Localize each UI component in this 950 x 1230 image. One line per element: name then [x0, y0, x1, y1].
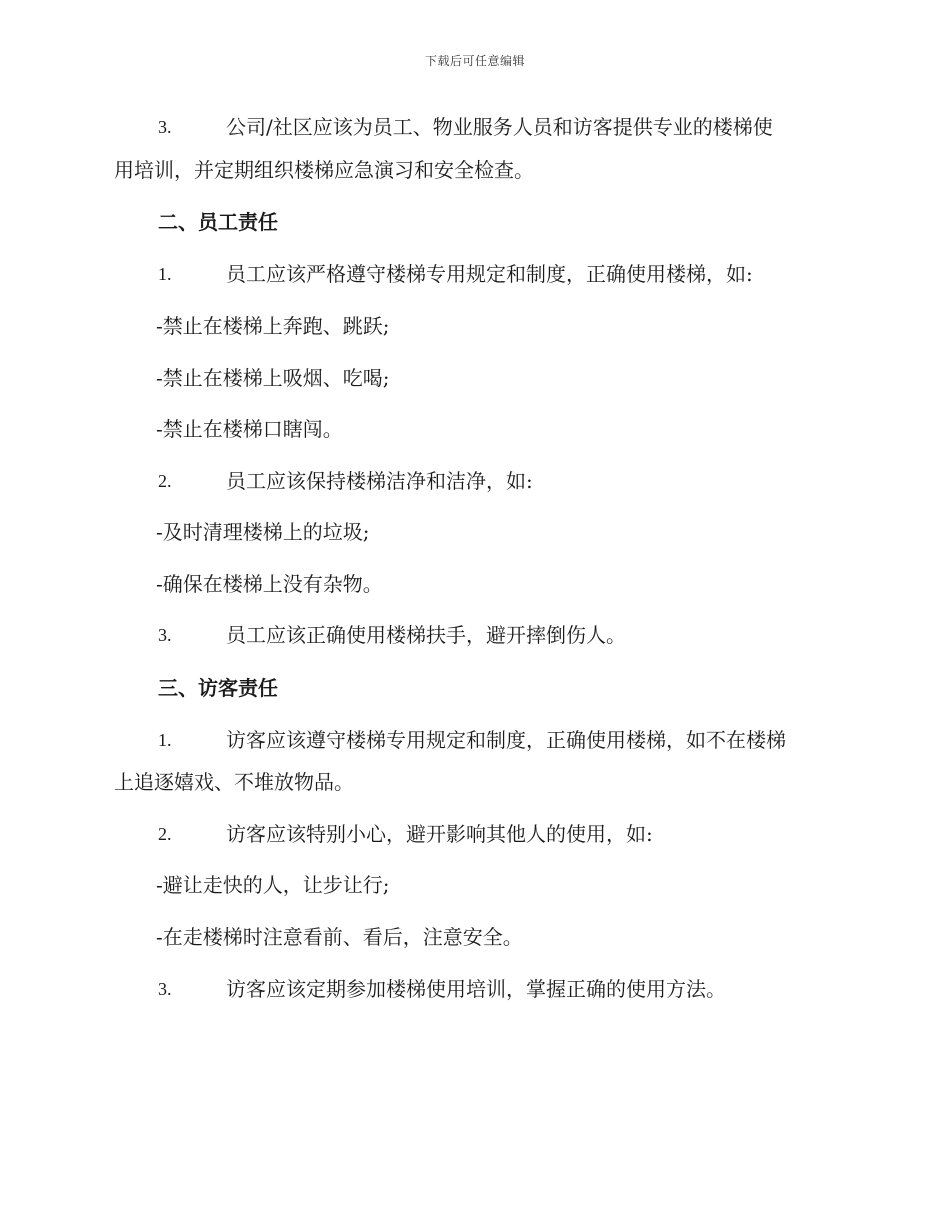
page-header: 下载后可任意编辑	[424, 54, 525, 68]
item-number: 2.	[158, 471, 172, 491]
item-text: 访客应该遵守楼梯专用规定和制度，正确使用楼梯，如不在楼梯	[226, 728, 786, 752]
item-text: 员工应该保持楼梯洁净和洁净，如:	[226, 469, 533, 493]
item-continuation: 上追逐嬉戏、不堆放物品。	[114, 770, 354, 794]
item-number: 3.	[158, 117, 172, 137]
section-heading-text: 二、员工责任	[158, 210, 278, 234]
item-continuation: 用培训，并定期组织楼梯应急演习和安全检查。	[114, 158, 534, 182]
item-text: 员工应该正确使用楼梯扶手，避开摔倒伤人。	[226, 623, 626, 647]
bullet-text: -在走楼梯时注意看前、看后，注意安全。	[156, 925, 523, 949]
item-number: 1.	[158, 730, 172, 750]
item-number: 1.	[158, 264, 172, 284]
bullet-text: -禁止在楼梯上奔跑、跳跃;	[156, 314, 390, 338]
item-text: 员工应该严格遵守楼梯专用规定和制度，正确使用楼梯，如:	[226, 262, 753, 286]
bullet-text: -禁止在楼梯口瞎闯。	[156, 417, 343, 441]
bullet-text: -确保在楼梯上没有杂物。	[156, 572, 383, 596]
item-text: 公司/社区应该为员工、物业服务人员和访客提供专业的楼梯使	[226, 115, 773, 139]
item-number: 2.	[158, 824, 172, 844]
item-text: 访客应该特别小心，避开影响其他人的使用，如:	[226, 822, 653, 846]
item-text: 访客应该定期参加楼梯使用培训，掌握正确的使用方法。	[226, 977, 726, 1001]
section-heading-text: 三、访客责任	[158, 676, 278, 700]
bullet-text: -禁止在楼梯上吸烟、吃喝;	[156, 366, 390, 390]
bullet-text: -避让走快的人，让步让行;	[156, 873, 390, 897]
bullet-text: -及时清理楼梯上的垃圾;	[156, 520, 370, 544]
item-number: 3.	[158, 979, 172, 999]
item-number: 3.	[158, 625, 172, 645]
